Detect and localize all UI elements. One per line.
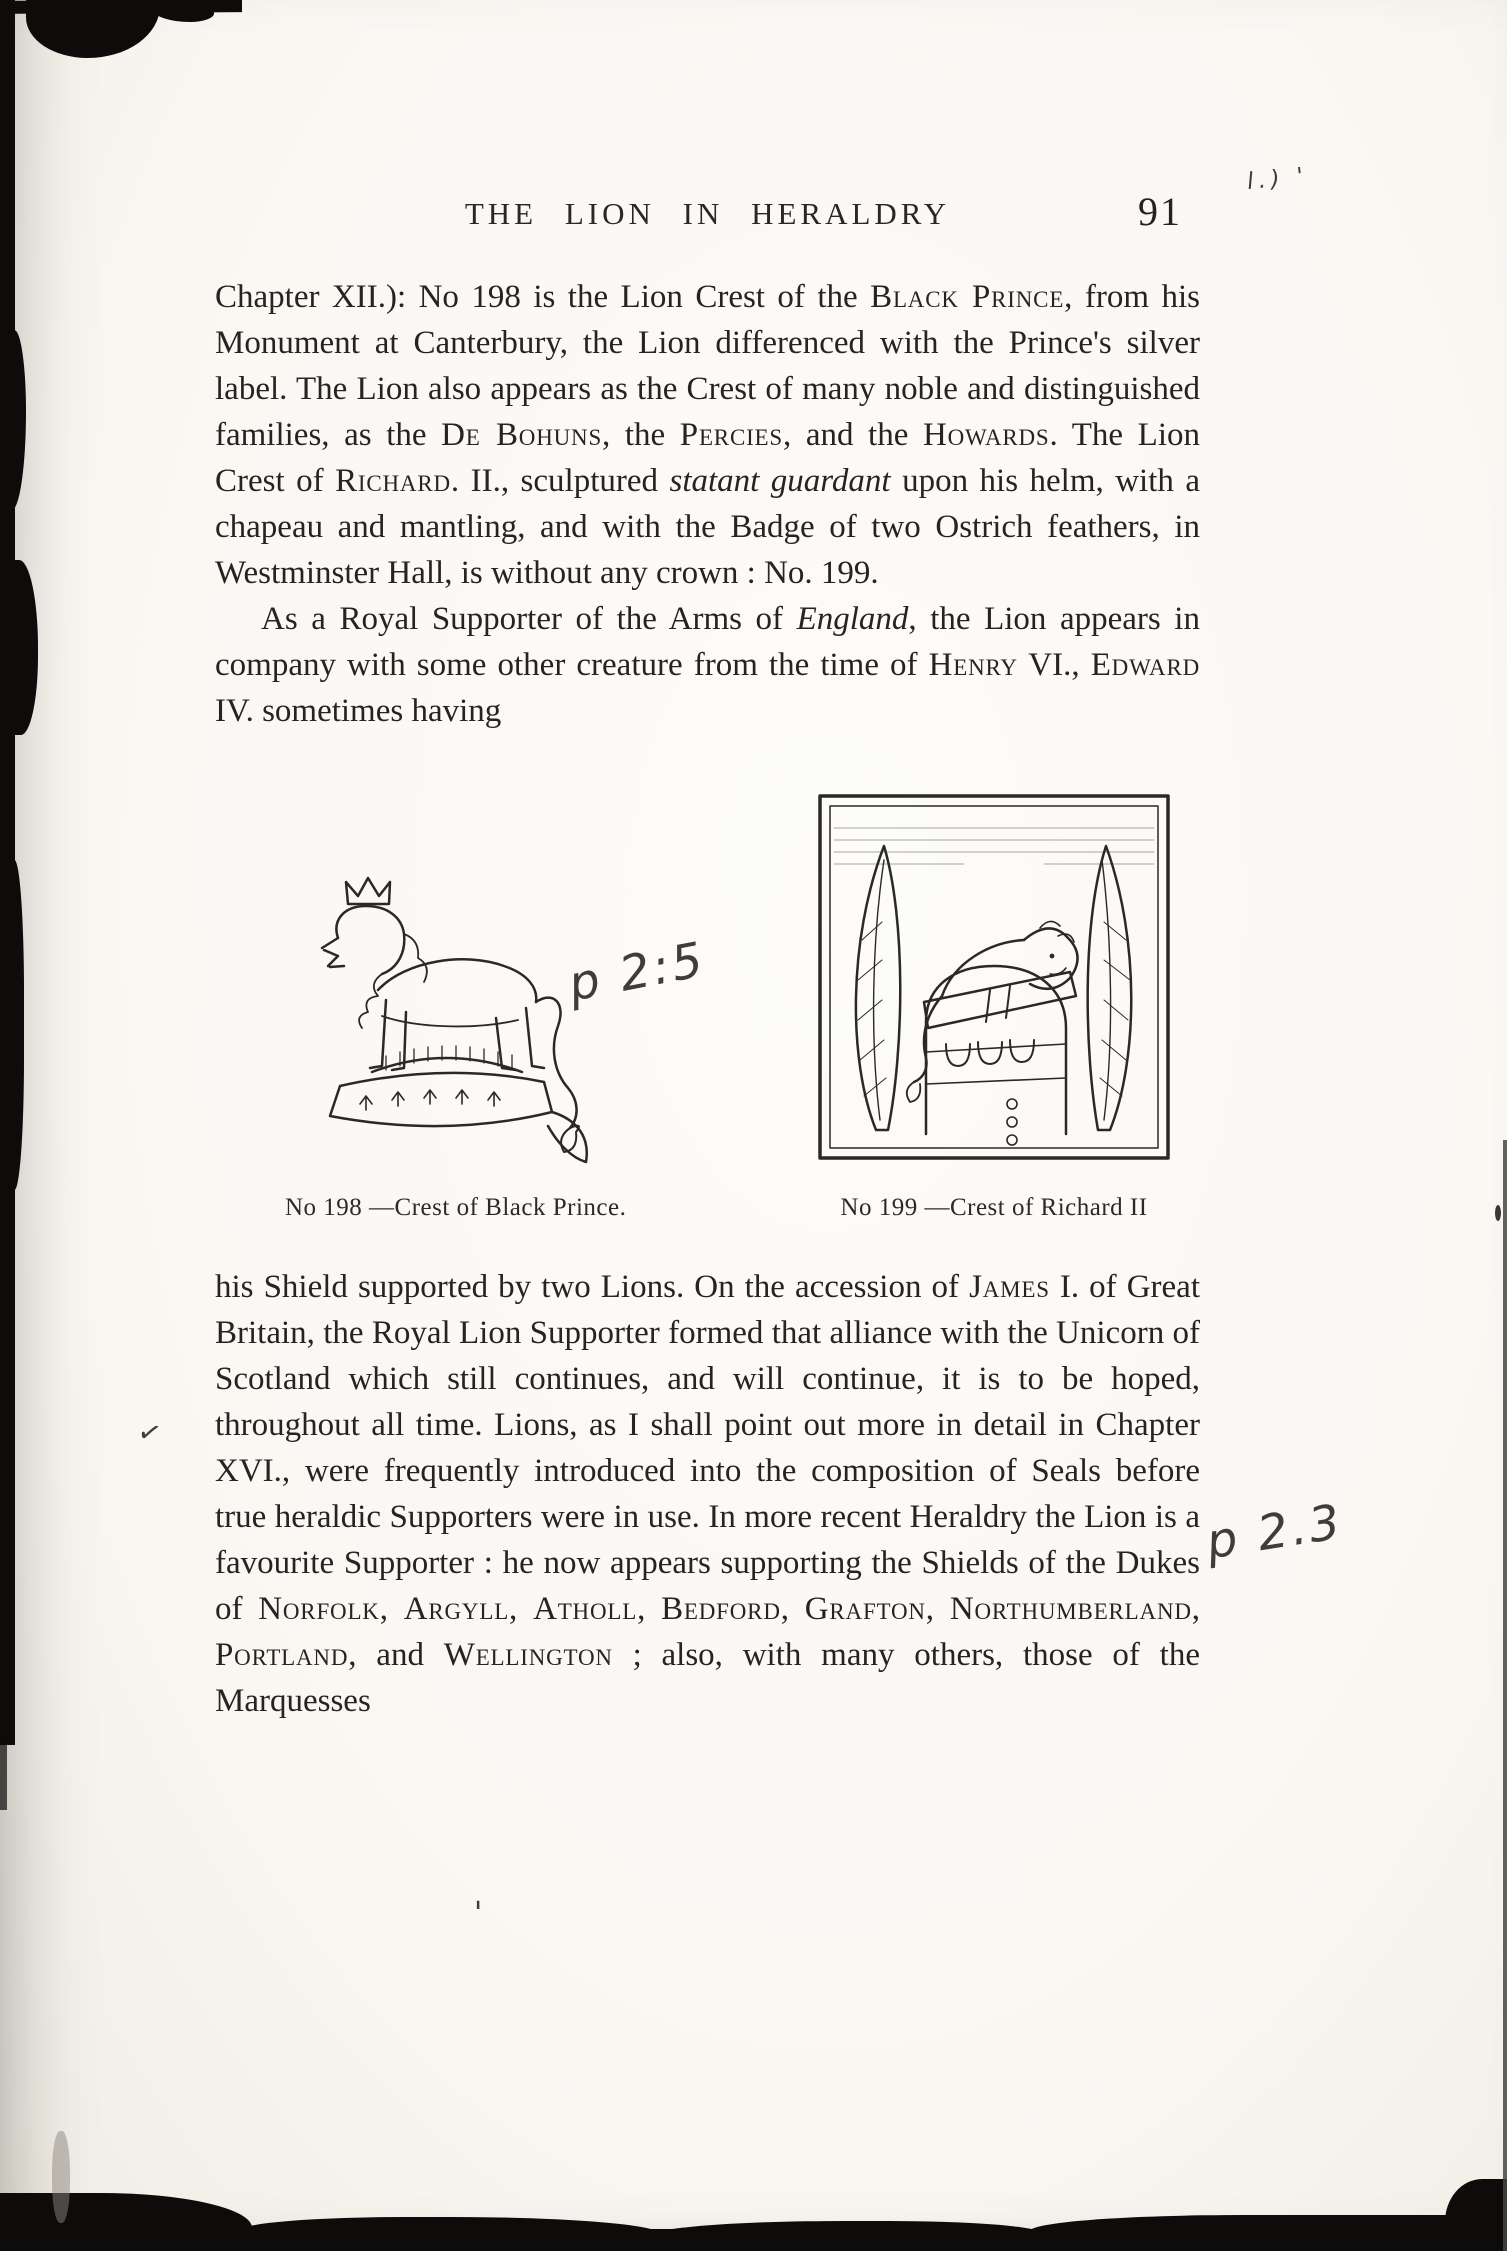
figure-black-prince-crest — [285, 820, 626, 1222]
scan-artifact-bottom-edge — [1445, 2179, 1507, 2251]
scan-artifact-bottom-edge — [1030, 2215, 1507, 2251]
lion-on-chapeau-illustration — [286, 820, 626, 1170]
scan-artifact-bottom-edge — [650, 2221, 1040, 2251]
text-segment: VI., — [1017, 647, 1091, 683]
scan-artifact-left-edge — [0, 1330, 12, 1735]
scan-artifact-left-edge — [0, 1740, 7, 1810]
text-segment: , — [379, 1591, 404, 1627]
helm-with-feathers-illustration — [814, 790, 1174, 1170]
figure-caption: No 198 —Crest of Black Prince. — [285, 1194, 627, 1221]
handwritten-tick-left-margin: ✓ — [134, 1413, 166, 1452]
text-segment: Edward — [1090, 647, 1200, 683]
text-segment: , and — [348, 1637, 444, 1673]
scan-artifact-smudge — [52, 2131, 70, 2223]
text-segment: Wellington — [443, 1637, 613, 1673]
text-segment: , — [637, 1591, 662, 1627]
scan-artifact-speck — [1495, 1205, 1501, 1221]
text-segment: As a Royal Supporter of the Arms of — [261, 601, 797, 637]
figures-row — [215, 790, 1200, 1222]
text-segment: Richard — [335, 463, 451, 499]
scan-artifact-right-edge — [1503, 1140, 1507, 2251]
text-segment: Northumberland — [949, 1591, 1192, 1627]
text-segment: Bedford — [661, 1591, 781, 1627]
text-segment: , — [780, 1591, 805, 1627]
page-number: 91 — [1138, 189, 1182, 234]
text-segment: De Bohuns — [441, 417, 603, 453]
scan-artifact-left-edge — [0, 330, 26, 510]
handwritten-note-right-margin: p 2.3 — [1202, 1493, 1347, 1571]
handwritten-note-between-figures: p 2:5 — [563, 931, 711, 1013]
text-segment: Black Prince — [870, 279, 1065, 315]
text-segment: Norfolk — [258, 1591, 380, 1627]
text-segment: ; also, with many others, those of the Marquesses — [215, 1637, 1201, 1719]
text-segment: , the Lion appears in company with some other creature from the time of — [215, 601, 1200, 683]
text-segment: IV. sometimes having — [215, 693, 502, 729]
handwritten-mark-bottom: ' — [474, 1896, 483, 1931]
scan-artifact-left-edge — [0, 560, 38, 735]
scan-artifact-bottom-edge — [0, 2193, 252, 2251]
paragraph-supporters — [215, 1264, 1200, 1724]
page-title: THE LION IN HERALDRY — [464, 196, 951, 231]
figure-caption: No 199 —Crest of Richard II — [840, 1194, 1148, 1221]
text-segment: Argyll — [403, 1591, 510, 1627]
scan-artifact-bottom-edge — [240, 2217, 660, 2251]
paragraph-royal-supporter — [215, 596, 1200, 734]
page-content — [215, 189, 1201, 1724]
text-segment: statant guardant — [669, 463, 891, 499]
text-segment: . II., sculptured — [450, 463, 670, 499]
scan-artifact-top-blob — [152, 0, 214, 22]
text-segment: his Shield supported by two Lions. On the accession of — [215, 1269, 970, 1305]
text-segment: Grafton — [804, 1591, 926, 1627]
text-segment: England — [796, 601, 909, 637]
text-segment: , from his Monument at Canterbury, the Lion differenced with the Prince's silver label. The Lion also appears as the Crest of many noble and distinguished families, as the — [215, 279, 1200, 453]
paragraph-black-prince-crest — [215, 274, 1200, 596]
handwritten-mark-top-right: l.) ' — [1245, 162, 1310, 196]
scan-artifact-top-blob — [26, 0, 160, 58]
text-segment: Percies — [679, 417, 783, 453]
text-segment: Chapter XII.): No 198 is the Lion Crest of the — [215, 279, 871, 315]
text-segment: , — [1191, 1591, 1201, 1627]
text-segment: Henry — [928, 647, 1018, 683]
text-segment: upon his helm, with a chapeau and mantling, and with the Badge of two Ostrich feathers, in Westminster Hall, is without any crown : No. 199. — [215, 463, 1200, 591]
text-segment: Howards — [922, 417, 1050, 453]
text-segment: Portland — [215, 1637, 349, 1673]
running-header — [215, 189, 1200, 274]
figure-richard-ii-crest — [814, 790, 1174, 1222]
text-segment: , and the — [782, 417, 923, 453]
scan-artifact-left-edge — [0, 860, 24, 1190]
text-segment: , — [925, 1591, 950, 1627]
text-segment: I. of Great Britain, the Royal Lion Supporter formed that alliance with the Unicorn of Scotland which still continues, and will continue, it is to be hoped, throughout all time. Lions, as I shall point out more in detail in Chapter XVI., were frequently introduced into the composition of Seals before true heraldic Supporters were in use. In more recent Heraldry the Lion is a favourite Supporter : he now appears supporting the Shields of the Dukes of — [215, 1269, 1200, 1627]
text-segment: . The Lion Crest of — [215, 417, 1200, 499]
text-segment: Atholl — [533, 1591, 638, 1627]
text-segment: , the — [602, 417, 680, 453]
text-segment: , — [509, 1591, 534, 1627]
text-segment: James — [969, 1269, 1050, 1305]
